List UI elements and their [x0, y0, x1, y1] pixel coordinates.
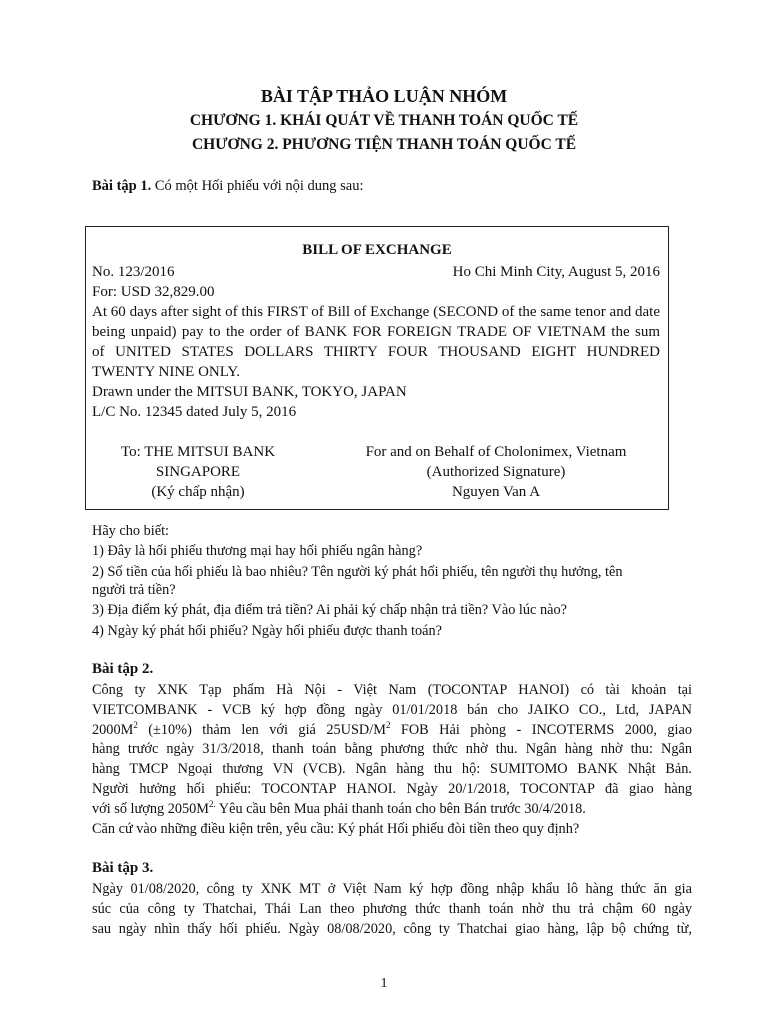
exercise-3-line-3: sau ngày nhìn thấy hối phiếu. Ngày 08/08/2020, công ty Thatchai giao hàng, lập bộ chứng từ, [92, 920, 692, 937]
incoterms-text: FOB Hải phòng - INCOTERMS 2000, giao [390, 721, 693, 738]
bill-body-line-2: being unpaid) pay to the order of BANK FOR FOREIGN TRADE OF VIETNAM the sum [92, 324, 660, 340]
exercise-2-line-8: Căn cứ vào những điều kiện trên, yêu cầu: Ký phát Hối phiếu đòi tiền theo quy định? [92, 820, 580, 837]
exercise-3-paragraph [92, 880, 692, 939]
question-3: 3) Địa điểm ký phát, địa điểm trả tiền? Ai phải ký chấp nhận trả tiền? Vào lúc nào? [92, 602, 567, 618]
question-2-line-1: 2) Số tiền của hối phiếu là bao nhiêu? Tên người ký phát hối phiếu, tên người thụ hưởng, tên [92, 564, 623, 580]
exercise-2-line-4: hàng trước ngày 31/3/2018, thanh toán bằng phương thức nhờ thu. Ngân hàng nhờ thu: Ngân [92, 741, 692, 758]
page-number: 1 [380, 976, 388, 991]
delivered-quantity-text: với số lượng 2050M [92, 800, 209, 817]
question-1: 1) Đây là hối phiếu thương mại hay hối phiếu ngân hàng? [92, 543, 423, 559]
exercise-3-line-1: Ngày 01/08/2020, công ty XNK MT ở Việt Nam ký hợp đồng nhập khẩu lô hàng thức ăn gia [92, 881, 692, 897]
exercise-2-line-1: Công ty XNK Tạp phẩm Hà Nội - Việt Nam (TOCONTAP HANOI) có tài khoản tại [92, 682, 692, 698]
chapter-2-heading: CHƯƠNG 2. PHƯƠNG TIỆN THANH TOÁN QUỐC TẾ [191, 136, 577, 153]
superscript: 2 [385, 719, 391, 730]
exercise-2-line-7 [92, 800, 692, 820]
bill-body-line-4: TWENTY NINE ONLY. [92, 364, 241, 380]
bill-drawee-name: To: THE MITSUI BANK [120, 444, 276, 460]
exercise-2-line-2: VIETCOMBANK - VCB ký hợp đồng ngày 01/01/2018 bán cho JAIKO CO., Ltd, JAPAN [92, 701, 692, 718]
bill-drawer-signature-label: (Authorized Signature) [426, 463, 566, 480]
bill-number: No. 123/2016 [92, 264, 175, 280]
bill-place-date: Ho Chi Minh City, August 5, 2016 [452, 264, 660, 280]
bill-drawer-name: For and on Behalf of Cholonimex, Vietnam [365, 444, 627, 460]
superscript: 2. [209, 799, 216, 810]
superscript: 2 [133, 719, 138, 730]
exercise-2-line-3 [92, 721, 692, 741]
exercise-2-line-6: Người hưởng hối phiếu: TOCONTAP HANOI. Ngày 20/1/2018, TOCONTAP đã giao hàng [92, 780, 692, 797]
exercise-1-intro: Có một Hối phiếu với nội dung sau: [151, 178, 364, 194]
bill-title: BILL OF EXCHANGE [302, 242, 452, 258]
bill-drawee-block [108, 443, 288, 502]
exercise-3-heading: Bài tập 3. [92, 860, 154, 876]
question-2-line-2: người trả tiền? [92, 582, 176, 598]
bill-lc-number: L/C No. 12345 dated July 5, 2016 [92, 404, 297, 420]
bill-drawn-under: Drawn under the MITSUI BANK, TOKYO, JAPAN [92, 384, 407, 400]
exercise-1-label: Bài tập 1. [92, 178, 152, 194]
bill-body-line-3: of UNITED STATES DOLLARS THIRTY FOUR THOUSAND EIGHT HUNDRED [92, 344, 660, 360]
bill-drawer-signatory: Nguyen Van A [451, 483, 541, 500]
chapter-1-heading: CHƯƠNG 1. KHÁI QUÁT VỀ THANH TOÁN QUỐC TẾ [189, 112, 579, 129]
exercise-2-paragraph [92, 681, 692, 839]
bill-drawee-acceptance: (Ký chấp nhận) [151, 483, 245, 500]
quantity-text: 2000M [92, 721, 134, 738]
document-title: BÀI TẬP THẢO LUẬN NHÓM [260, 86, 508, 106]
bill-body-line-1: At 60 days after sight of this FIRST of Bill of Exchange (SECOND of the same tenor and date [92, 304, 660, 320]
bill-amount: For: USD 32,829.00 [92, 284, 215, 300]
exercise-3-line-2: súc của công ty Thatchai, Thái Lan theo phương thức thanh toán nhờ thu trả chậm 60 ngày [92, 900, 692, 917]
payment-requirement-text: Yêu cầu bên Mua phải thanh toán cho bên Bán trước 30/4/2018. [215, 800, 586, 817]
questions-intro: Hãy cho biết: [92, 523, 170, 539]
exercise-2-line-5: hàng TMCP Ngoại thương VN (VCB). Ngân hàng thu hộ: SUMITOMO BANK Nhật Bản. [92, 761, 692, 778]
price-text: (±10%) thảm len với giá 25USD/M [137, 721, 386, 738]
bill-drawee-location: SINGAPORE [155, 463, 241, 480]
bill-drawer-block [336, 443, 656, 502]
bill-of-exchange-box [85, 226, 669, 510]
exercise-1-heading [92, 178, 364, 195]
question-4: 4) Ngày ký phát hối phiếu? Ngày hối phiếu được thanh toán? [92, 623, 443, 639]
exercise-2-heading: Bài tập 2. [92, 661, 154, 677]
